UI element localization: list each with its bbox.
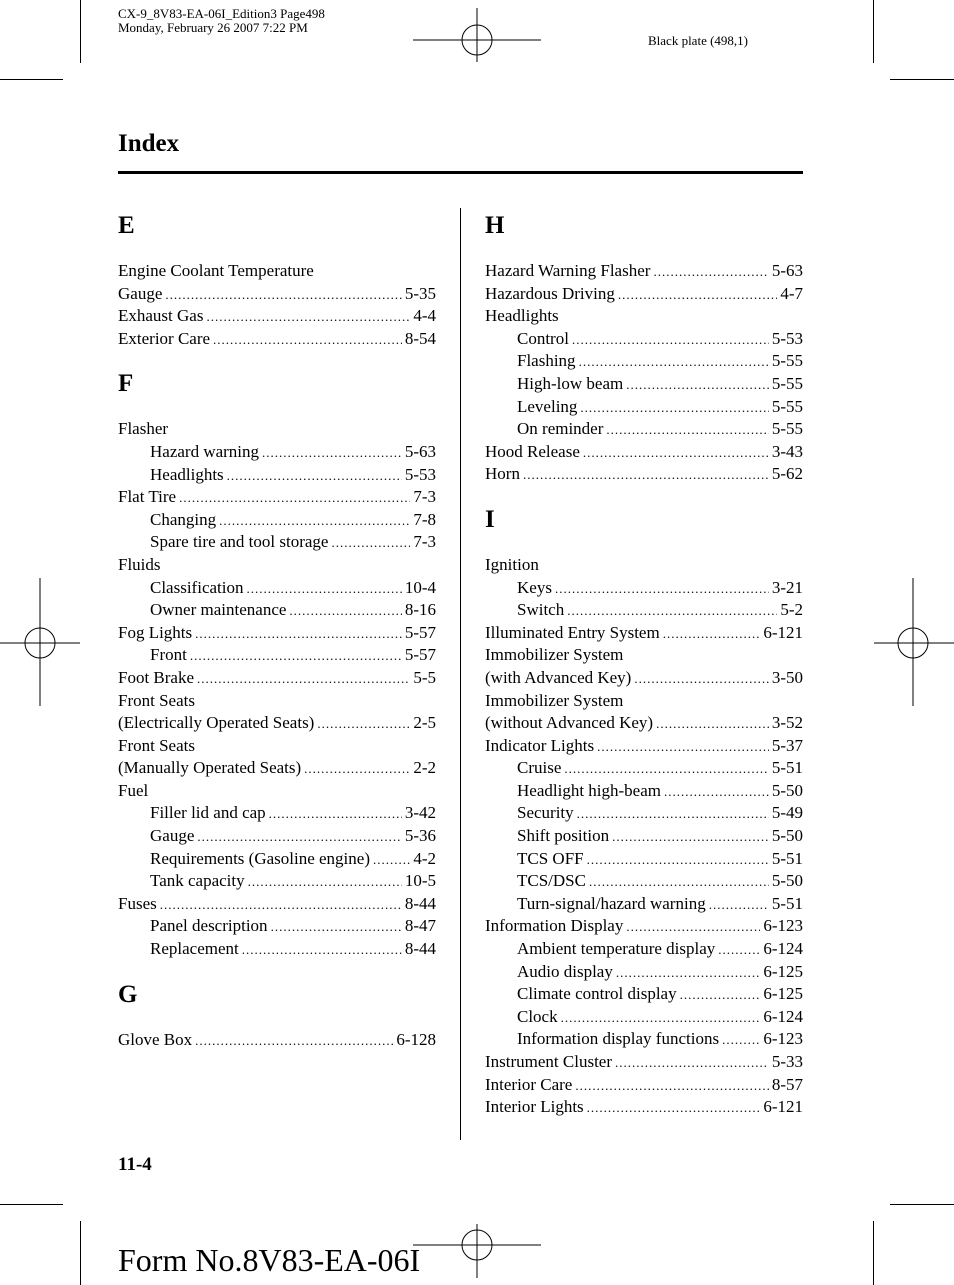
dot-leader [579,351,769,374]
dot-leader [580,397,768,420]
dot-leader [246,578,401,601]
index-subentry [118,464,436,487]
index-entry [118,260,436,283]
entry-page: 8-44 [404,939,436,959]
entry-page: 2-5 [413,713,436,733]
dot-leader [190,645,402,668]
entry-label: TCS OFF [517,848,584,868]
registration-mark-left [0,578,80,706]
entry-label: Engine Coolant Temperature [118,261,314,280]
page-title: Index [118,130,180,157]
dot-leader [197,826,401,849]
entry-page: 5-50 [771,780,803,800]
index-subentry [118,915,436,938]
page-number: 11-4 [118,1154,152,1175]
index-entry [485,463,803,486]
dot-leader [587,849,769,872]
dot-leader [179,487,410,510]
entry-label: Hazard Warning Flasher [485,261,651,280]
entry-page: 6-125 [763,984,803,1004]
entry-page: 5-55 [771,419,803,439]
entry-label: Instrument Cluster [485,1052,613,1071]
entry-label: Flasher [118,419,169,439]
entry-page: 5-50 [771,871,803,891]
index-subentry [118,599,436,622]
dot-leader [555,578,769,601]
entry-page: 5-62 [771,464,803,484]
dot-leader [587,1097,761,1120]
dot-leader [664,781,769,804]
entry-label: Information Display [485,916,624,936]
entry-label: Tank capacity [150,871,245,891]
entry-label: Requirements (Gasoline engine) [150,848,370,868]
index-subentry [485,577,803,600]
entry-label: Flashing [517,351,576,371]
entry-label: Hazard warning [150,441,260,461]
entry-label: (Manually Operated Seats) [118,758,302,778]
index-entry [485,667,803,690]
index-entry [485,1074,803,1097]
index-subentry [485,1006,803,1029]
entry-label: Front Seats [118,690,195,710]
index-subentry [485,802,803,825]
dot-leader [561,1007,761,1030]
index-subentry [485,780,803,803]
entry-page: 3-43 [771,441,803,461]
dot-leader [626,374,769,397]
entry-page: 10-5 [404,871,436,891]
entry-label: (with Advanced Key) [485,667,632,687]
dot-leader [195,623,402,646]
index-subentry [485,599,803,622]
dot-leader [523,464,769,487]
entry-page: 5-57 [404,622,436,642]
dot-leader [289,600,401,623]
entry-label: Foot Brake [118,667,195,687]
entry-label: Ambient temperature display [517,939,716,959]
entry-label: Control [517,328,569,348]
entry-label: Fuses [118,893,157,913]
entry-label: High-low beam [517,373,624,393]
entry-label: Fluids [118,554,161,574]
entry-label: Interior Lights [485,1097,584,1117]
entry-page: 5-57 [404,645,436,665]
index-subentry [485,373,803,396]
entry-label: Security [517,803,574,823]
entry-page: 5-63 [404,441,436,461]
dot-leader [197,668,410,691]
entry-page: 4-4 [413,306,436,326]
entry-label: Exterior Care [118,328,211,348]
section-letter: F [118,370,134,398]
entry-label: Headlights [485,306,559,326]
entry-label: Interior Care [485,1074,573,1094]
dot-leader [618,284,778,307]
entry-page: 7-3 [413,487,436,507]
entry-label: (Electrically Operated Seats) [118,713,315,733]
dot-leader [709,894,769,917]
form-number: Form No.8V83-EA-06I [118,1242,421,1278]
entry-page: 5-5 [413,667,436,687]
index-entry [485,260,803,283]
entry-page: 5-49 [771,803,803,823]
entry-label: Front [150,645,187,665]
index-entry [485,1096,803,1119]
entry-page: 5-51 [771,758,803,778]
dot-leader [195,1030,393,1053]
section-letter: G [118,980,138,1008]
index-entry [485,915,803,938]
index-subentry [118,802,436,825]
entry-page: 6-123 [763,916,803,936]
entry-label: Switch [517,600,565,620]
entry-label: Replacement [150,939,239,959]
entry-page: 5-63 [771,261,803,280]
index-subentry [118,644,436,667]
entry-label: (without Advanced Key) [485,713,654,733]
index-entry [118,893,436,916]
index-subentry [118,848,436,871]
index-subentry [485,870,803,893]
index-subentry [118,938,436,961]
dot-leader [269,803,402,826]
index-subentry [118,509,436,532]
index-subentry [485,757,803,780]
plate-label: Black plate (498,1) [648,33,748,48]
entry-label: Ignition [485,554,539,574]
entry-page: 6-124 [763,1006,803,1026]
index-subentry [485,983,803,1006]
entry-label: Fog Lights [118,622,193,642]
index-entry [485,283,803,306]
entry-page: 3-42 [404,803,436,823]
index-entry [118,554,436,577]
dot-leader [680,984,761,1007]
index-entry [118,328,436,351]
entry-label: Owner maintenance [150,600,287,620]
index-entry [118,667,436,690]
entry-page: 5-50 [771,826,803,846]
index-entry [485,712,803,735]
dot-leader [722,1029,760,1052]
index-subentry [485,938,803,961]
index-subentry [485,418,803,441]
index-subentry [118,825,436,848]
entry-page: 3-21 [771,577,803,597]
index-section [118,212,436,350]
index-entry [118,305,436,328]
index-subentry [485,825,803,848]
entry-page: 5-33 [771,1052,803,1071]
entry-label: Gauge [118,283,163,303]
entry-label: Panel description [150,916,268,936]
index-entry [485,622,803,645]
entry-label: Illuminated Entry System [485,622,660,642]
dot-leader [612,826,769,849]
registration-mark-bottom [413,1224,541,1278]
index-subentry [118,870,436,893]
registration-mark-top [413,8,541,62]
dot-leader [227,465,402,488]
entry-page: 7-8 [413,509,436,529]
index-entry [485,644,803,667]
entry-page: 5-55 [771,373,803,393]
entry-page: 6-124 [763,939,803,959]
dot-leader [271,916,402,939]
dot-leader [656,713,769,736]
entry-page: 5-51 [771,893,803,913]
entry-label: Immobilizer System [485,645,624,665]
entry-page: 4-7 [780,283,803,303]
section-letter: I [485,505,495,533]
index-entry [118,283,436,306]
dot-leader [653,261,768,284]
entry-page: 5-35 [404,283,436,303]
entry-page: 3-50 [771,667,803,687]
print-date-line: Monday, February 26 2007 7:22 PM [118,20,308,35]
entry-label: Front Seats [118,735,195,755]
dot-leader [572,329,769,352]
dot-leader [304,758,410,781]
dot-leader [317,713,410,736]
dot-leader [634,668,768,691]
index-subentry [118,441,436,464]
dot-leader [242,939,402,962]
index-entry [485,305,803,328]
index-column-right [485,212,803,1139]
dot-leader [616,962,760,985]
section-letter: E [118,212,135,239]
entry-page: 10-4 [404,577,436,597]
dot-leader [583,442,769,465]
dot-leader [575,1075,769,1098]
entry-label: Changing [150,509,217,529]
index-subentry [485,848,803,871]
dot-leader [213,329,402,352]
entry-label: Turn-signal/hazard warning [517,893,706,913]
entry-label: Shift position [517,826,610,846]
dot-leader [564,758,768,781]
entry-page: 5-51 [771,848,803,868]
title-rule [118,171,803,174]
entry-label: Leveling [517,396,578,416]
entry-label: Glove Box [118,1029,193,1049]
index-section [485,506,803,1119]
entry-label: Audio display [517,961,613,981]
dot-leader [663,623,761,646]
entry-page: 5-53 [404,464,436,484]
entry-label: Horn [485,464,520,484]
entry-page: 8-47 [404,916,436,936]
index-entry [485,735,803,758]
dot-leader [165,284,401,307]
entry-page: 8-57 [771,1074,803,1094]
entry-label: Spare tire and tool storage [150,532,329,552]
dot-leader [160,894,402,917]
entry-page: 6-128 [396,1029,436,1049]
entry-page: 5-55 [771,351,803,371]
index-entry [485,690,803,713]
entry-label: Flat Tire [118,487,177,507]
index-entry [118,757,436,780]
dot-leader [615,1052,769,1075]
dot-leader [718,939,760,962]
index-entry [118,486,436,509]
dot-leader [567,600,777,623]
column-divider [460,208,461,1140]
entry-label: Information display functions [517,1029,720,1049]
entry-label: Clock [517,1006,558,1026]
index-entry [118,690,436,713]
index-entry [118,712,436,735]
entry-page: 6-123 [763,1029,803,1049]
index-subentry [485,396,803,419]
index-column-left [118,212,436,1071]
print-file-line: CX-9_8V83-EA-06I_Edition3 Page498 [118,6,325,21]
entry-page: 5-55 [771,396,803,416]
dot-leader [206,306,410,329]
entry-label: On reminder [517,419,604,439]
entry-page: 6-121 [763,1097,803,1117]
entry-label: Indicator Lights [485,735,595,755]
index-subentry [118,577,436,600]
entry-label: Classification [150,577,244,597]
dot-leader [373,849,410,872]
index-entry [485,554,803,577]
entry-page: 2-2 [413,758,436,778]
entry-page: 5-37 [771,735,803,755]
entry-label: Filler lid and cap [150,803,266,823]
entry-label: Keys [517,577,552,597]
entry-label: Climate control display [517,984,677,1004]
entry-page: 4-2 [413,848,436,868]
dot-leader [626,916,760,939]
entry-label: Hazardous Driving [485,283,615,303]
entry-label: Headlights [150,464,224,484]
entry-page: 5-53 [771,328,803,348]
index-subentry [485,961,803,984]
dot-leader [597,736,769,759]
index-subentry [485,893,803,916]
entry-page: 8-16 [404,600,436,620]
entry-page: 8-54 [404,328,436,348]
entry-page: 8-44 [404,893,436,913]
entry-label: Fuel [118,780,149,800]
dot-leader [606,419,768,442]
entry-label: Gauge [150,826,195,846]
dot-leader [262,442,402,465]
dot-leader [248,871,402,894]
index-subentry [485,1028,803,1051]
index-section [118,981,436,1052]
dot-leader [331,532,410,555]
section-letter: H [485,212,505,239]
entry-label: Exhaust Gas [118,306,204,326]
index-subentry [485,328,803,351]
index-entry [485,441,803,464]
index-entry [118,418,436,441]
index-subentry [485,350,803,373]
entry-page: 5-2 [780,600,803,620]
index-entry [485,1051,803,1074]
entry-page: 5-36 [404,826,436,846]
entry-page: 7-3 [413,532,436,552]
entry-label: TCS/DSC [517,871,586,891]
index-section [485,212,803,486]
entry-label: Cruise [517,758,562,778]
registration-mark-right [874,578,954,706]
index-entry [118,780,436,803]
entry-label: Headlight high-beam [517,780,661,800]
entry-label: Immobilizer System [485,690,624,710]
dot-leader [589,871,769,894]
index-section [118,370,436,960]
entry-page: 3-52 [771,713,803,733]
index-entry [118,1029,436,1052]
index-subentry [118,531,436,554]
entry-page: 6-125 [763,961,803,981]
entry-page: 6-121 [763,622,803,642]
index-entry [118,735,436,758]
dot-leader [577,803,769,826]
dot-leader [219,510,410,533]
entry-label: Hood Release [485,441,580,461]
index-entry [118,622,436,645]
